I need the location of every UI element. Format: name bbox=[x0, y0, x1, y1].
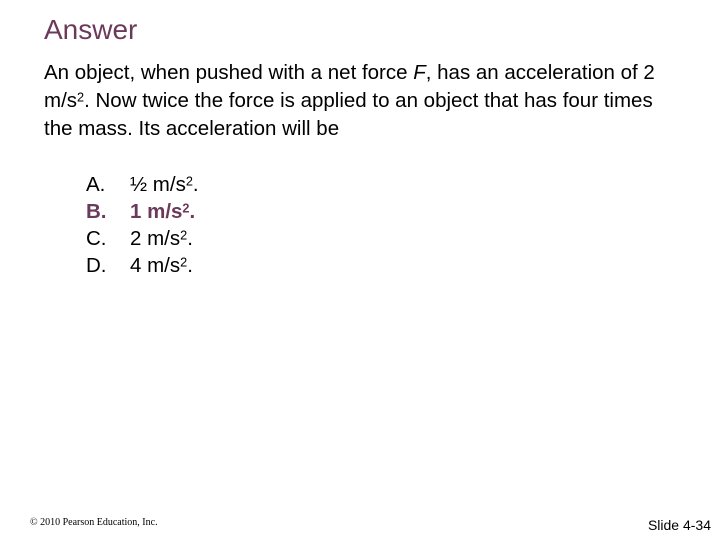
choice-value bbox=[130, 198, 195, 225]
force-symbol: F bbox=[413, 61, 426, 84]
choice-c bbox=[86, 225, 199, 252]
choice-letter: C. bbox=[86, 227, 107, 250]
choice-value bbox=[130, 171, 199, 198]
choice-exponent: 2 bbox=[185, 173, 193, 189]
slide-number: Slide 4-34 bbox=[647, 517, 711, 533]
question-exponent: 2 bbox=[77, 89, 85, 105]
choice-exponent: 2 bbox=[180, 227, 188, 243]
choice-suffix: . bbox=[187, 254, 193, 277]
question-part-3: . Now twice the force is applied to an object that has four times the mass. Its acceleration will be bbox=[44, 89, 653, 140]
choice-suffix: . bbox=[189, 200, 196, 223]
choice-value bbox=[130, 252, 193, 279]
choice-letter: A. bbox=[86, 173, 106, 196]
choice-d bbox=[86, 252, 199, 279]
copyright-notice: © 2010 Pearson Education, Inc. bbox=[30, 517, 158, 528]
choice-b bbox=[86, 198, 199, 225]
choice-value-text: 2 m/s bbox=[130, 227, 181, 250]
choice-value-text: 1 m/s bbox=[130, 200, 183, 223]
choice-letter: D. bbox=[86, 254, 107, 277]
choice-value-text: ½ m/s bbox=[130, 173, 186, 196]
choice-exponent: 2 bbox=[182, 200, 190, 216]
question-part-1: An object, when pushed with a net force bbox=[44, 61, 414, 84]
choice-exponent: 2 bbox=[180, 254, 188, 270]
question-part-2: , has an acceleration of 2 m/s bbox=[44, 61, 655, 112]
slide-title: Answer bbox=[44, 14, 138, 45]
choice-letter: B. bbox=[86, 200, 107, 223]
question-text bbox=[44, 59, 684, 143]
choice-value-text: 4 m/s bbox=[130, 254, 181, 277]
choice-a bbox=[86, 171, 199, 198]
choice-suffix: . bbox=[187, 227, 193, 250]
choice-suffix: . bbox=[192, 173, 199, 196]
answer-choices bbox=[86, 171, 199, 279]
choice-value bbox=[130, 225, 193, 252]
